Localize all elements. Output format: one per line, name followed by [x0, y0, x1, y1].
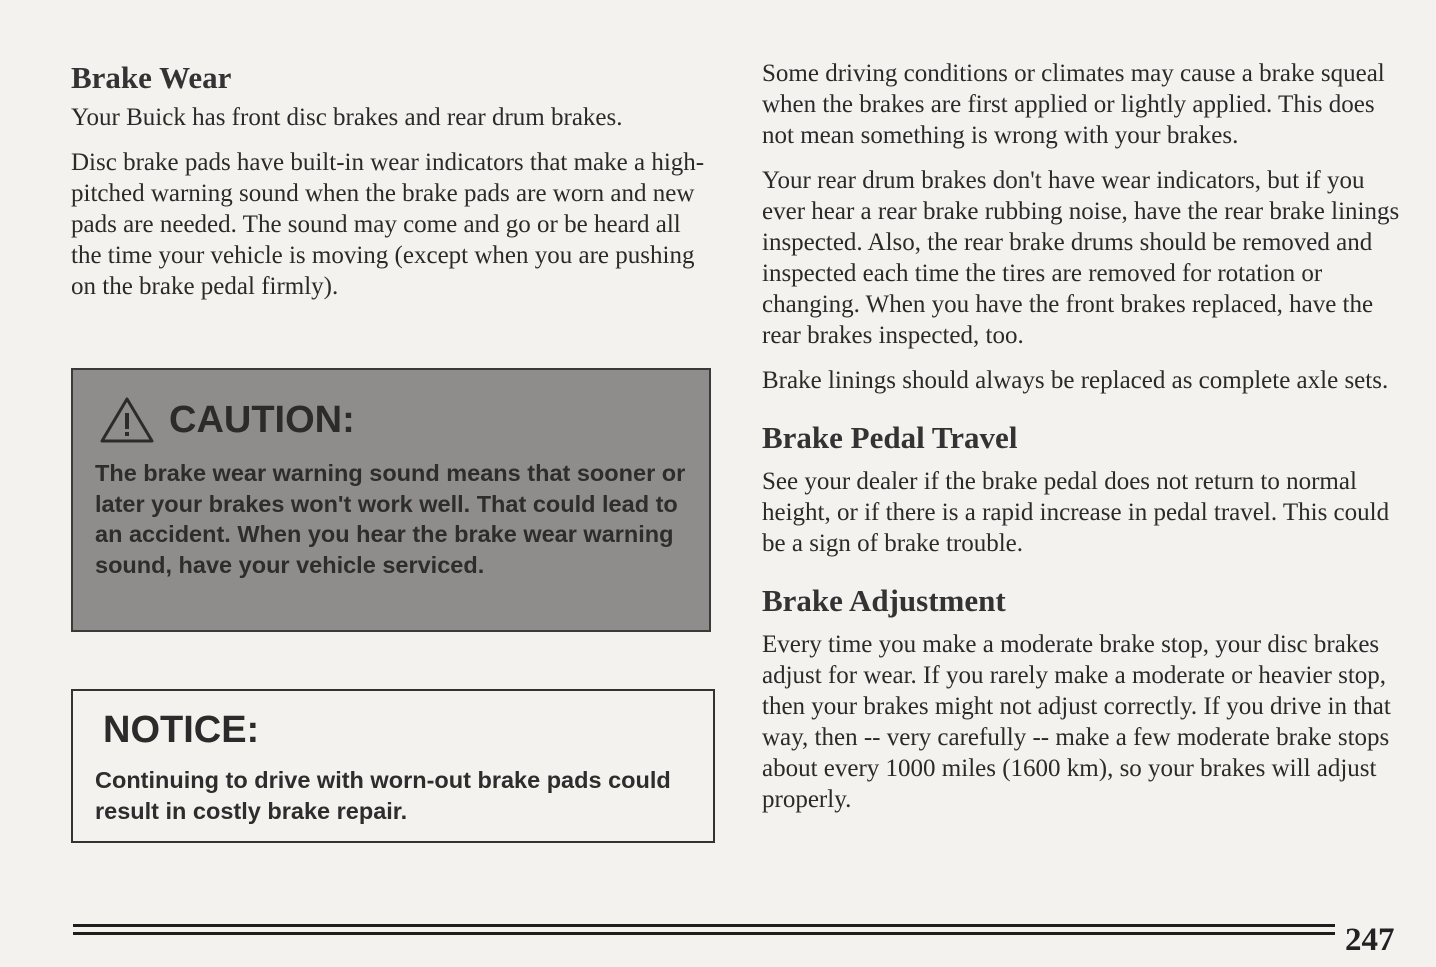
notice-text: Continuing to drive with worn-out brake pads could result in costly brake repair.: [95, 767, 671, 824]
caution-box: [71, 368, 711, 632]
brake-pedal-travel-text: See your dealer if the brake pedal does not return to normal height, or if there is a rapid increase in pedal travel. This could be a sign of brake trouble.: [762, 468, 1390, 557]
brake-adjustment-heading: Brake Adjustment: [762, 583, 1006, 618]
brake-linings-paragraph: Brake linings should always be replaced as complete axle sets.: [762, 367, 1389, 394]
disc-brake-pads-paragraph: Disc brake pads have built-in wear indicators that make a high-pitched warning sound when the brake pads are worn and new pads are needed. The sound may come and go or be heard all the time your vehicle is moving (except when you are pushing on the brake pedal firmly).: [71, 149, 705, 300]
footer-rule: [73, 924, 1335, 935]
left-column: [71, 58, 717, 302]
right-column: [762, 58, 1402, 815]
caution-header: [99, 396, 355, 444]
brake-adjustment-text: Every time you make a moderate brake stop, your disc brakes adjust for wear. If you rarely make a moderate or heavier stop, then your brakes might not adjust correctly. If you drive in that way, then -- very carefully -- make a few moderate brake stops about every 1000 miles (1600 km), so your brakes will adjust properly.: [762, 631, 1391, 813]
brake-squeal-paragraph: Some driving conditions or climates may cause a brake squeal when the brakes are first applied or lightly applied. This does not mean something is wrong with your brakes.: [762, 60, 1385, 149]
brake-pedal-travel-heading: Brake Pedal Travel: [762, 420, 1018, 455]
footer-rule-line: [73, 932, 1335, 935]
notice-box: [71, 689, 715, 843]
brake-wear-intro: Your Buick has front disc brakes and rear drum brakes.: [71, 104, 623, 131]
footer-rule-line: [73, 924, 1335, 927]
rear-drum-paragraph: Your rear drum brakes don't have wear indicators, but if you ever hear a rear brake rubbing noise, have the rear brake linings inspected. Also, the rear brake drums should be removed and inspected each time the tires are removed for rotation or changing. When you have the front brakes replaced, have the rear brakes inspected, too.: [762, 167, 1400, 349]
page-number: 247: [1345, 922, 1395, 958]
notice-title: NOTICE:: [103, 709, 260, 751]
warning-triangle-icon: [99, 396, 155, 444]
brake-wear-heading: Brake Wear: [71, 60, 232, 95]
caution-title: CAUTION:: [169, 398, 355, 441]
caution-text: The brake wear warning sound means that sooner or later your brakes won't work well. That could lead to an accident. When you hear the brake wear warning sound, have your vehicle serviced.: [95, 460, 686, 578]
